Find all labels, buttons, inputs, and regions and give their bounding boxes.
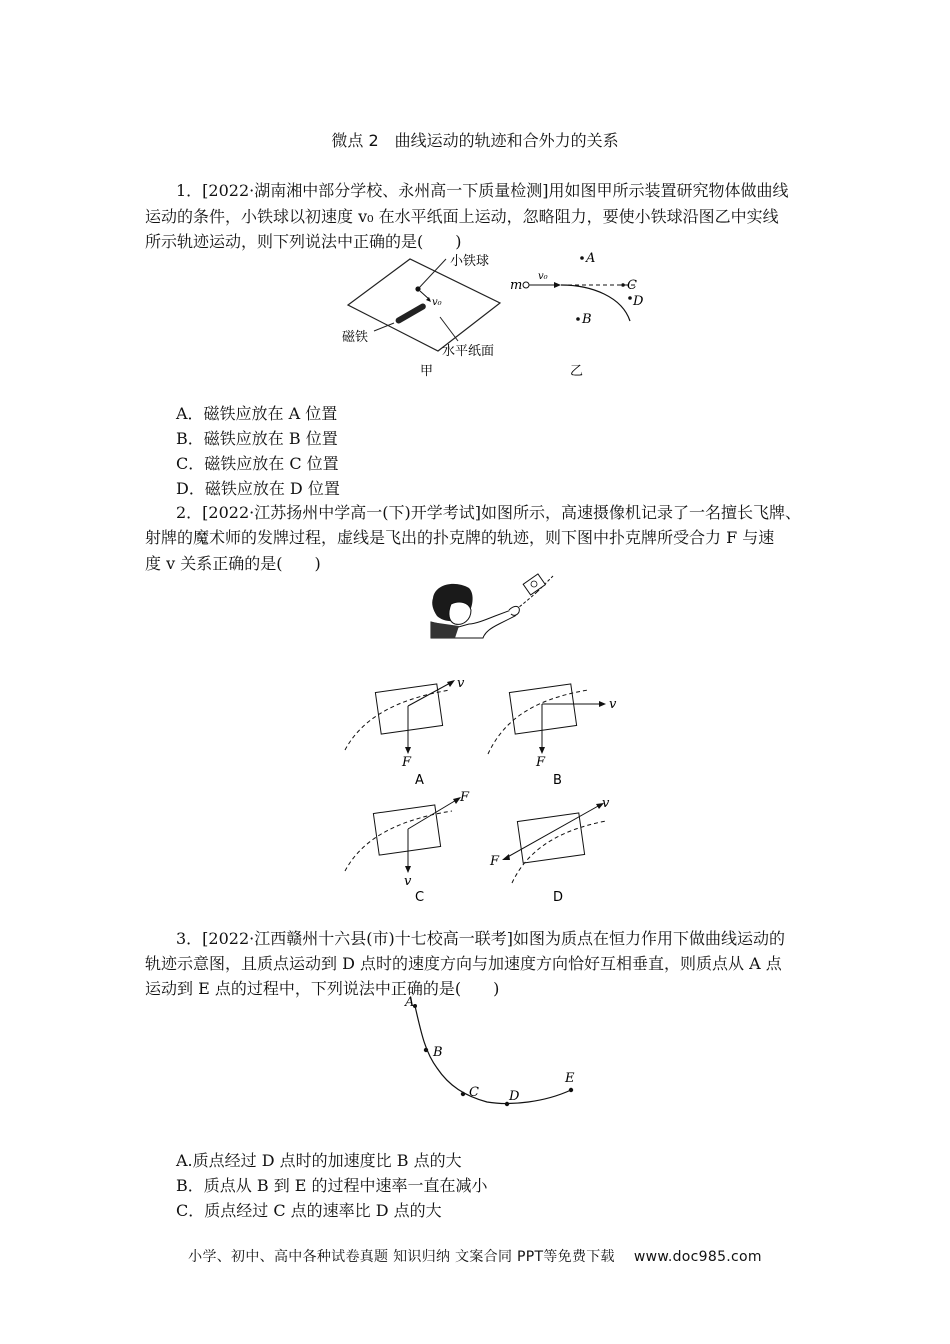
point-a: [580, 256, 584, 260]
card-rect-c: [373, 805, 440, 855]
f-head-a: [405, 747, 411, 754]
q3-point-a-label: A: [405, 995, 415, 1010]
v-label-a: v: [457, 676, 465, 691]
q3-point-b-label: B: [433, 1045, 443, 1060]
mass-point: [523, 282, 529, 288]
caption-d: D: [553, 890, 564, 905]
q3-stem-line-2: 轨迹示意图，且质点运动到 D 点时的速度方向与加速度方向恰好互相垂直，则质点从 A 点: [145, 954, 782, 973]
q3-point-e: [569, 1088, 573, 1092]
point-b-label: B: [582, 312, 592, 327]
q1-option-c: C．磁铁应放在 C 位置: [176, 454, 339, 473]
card-rect-b: [509, 684, 576, 734]
point-a-label: A: [586, 251, 596, 266]
q3-point-b: [424, 1048, 428, 1052]
q2-stem-line-2: 射牌的魔术师的发牌过程，虚线是飞出的扑克牌的轨迹，则下图中扑克牌所受合力 F 与速: [145, 528, 775, 547]
v0-label-jia: v₀: [432, 297, 442, 308]
caption-c: C: [415, 890, 425, 905]
magician-illustration: [425, 570, 560, 640]
caption-jia: 甲: [420, 364, 434, 379]
q1-option-d: D．磁铁应放在 D 位置: [176, 479, 340, 498]
q3-stem-line-3: 运动到 E 点的过程中，下列说法中正确的是( ): [145, 979, 500, 998]
curved-path: [561, 285, 630, 321]
point-d: [628, 296, 632, 300]
v0-arrow-head: [426, 297, 431, 302]
paper-pointer: [440, 317, 458, 341]
q1-option-a: A．磁铁应放在 A 位置: [176, 404, 338, 423]
caption-yi: 乙: [570, 364, 584, 379]
iron-ball-label: 小铁球: [450, 254, 490, 269]
v0-label-yi: v₀: [538, 271, 548, 282]
f-vector-c: [408, 799, 458, 829]
v-head-b: [599, 701, 606, 707]
q3-trajectory-figure: [395, 992, 595, 1112]
mass-label: m: [510, 278, 523, 293]
v-head-c: [405, 866, 411, 873]
magnet-label: 磁铁: [342, 330, 369, 345]
paper-label: 水平纸面: [442, 344, 495, 359]
q2-stem-line-3: 度 v 关系正确的是( ): [145, 554, 321, 573]
trajectory-c: [345, 811, 452, 871]
page-title: 微点 2 曲线运动的轨迹和合外力的关系: [331, 131, 619, 150]
f-head-d: [502, 854, 510, 860]
q3-point-d-label: D: [509, 1089, 520, 1104]
f-label-c: F: [460, 790, 470, 805]
q2-diagram-d: [478, 787, 628, 909]
q1-stem-line-2: 运动的条件，小铁球以初速度 v₀ 在水平纸面上运动，忽略阻力，要使小铁球沿图乙中实线: [145, 207, 779, 226]
card-rect-a: [375, 684, 442, 734]
iron-ball: [415, 286, 420, 291]
point-c: [621, 283, 625, 287]
q3-option-b: B．质点从 B 到 E 的过程中速率一直在减小: [176, 1176, 488, 1195]
q3-option-a: A.质点经过 D 点时的加速度比 B 点的大: [176, 1151, 462, 1170]
v-label-c: v: [404, 874, 412, 889]
v-head-a: [447, 680, 455, 687]
q1-option-b: B．磁铁应放在 B 位置: [176, 429, 338, 448]
point-b: [576, 317, 580, 321]
f-label-d: F: [490, 854, 500, 869]
f-head-b: [539, 747, 545, 754]
v-vector-a: [408, 682, 452, 706]
point-d-label: D: [633, 294, 644, 309]
flying-card: [523, 574, 545, 595]
q3-option-c: C．质点经过 C 点的速率比 D 点的大: [176, 1201, 442, 1220]
q1-figure: [330, 245, 660, 385]
q3-point-e-label: E: [565, 1071, 575, 1086]
q2-diagram-b: [478, 672, 628, 790]
q1-stem-line-3: 所示轨迹运动，则下列说法中正确的是( ): [145, 232, 462, 251]
q1-stem-line-1: 1．[2022·湖南湘中部分学校、永州高一下质量检测]用如图甲所示装置研究物体做曲线: [176, 181, 789, 200]
trajectory-a: [345, 690, 450, 750]
trajectory-d: [512, 821, 606, 883]
point-c-label: C: [627, 278, 637, 293]
q3-stem-line-1: 3．[2022·江西赣州十六县(市)十七校高一联考]如图为质点在恒力作用下做曲线运动的: [176, 929, 785, 948]
card-rect-d: [517, 813, 584, 863]
f-label-b: F: [536, 755, 546, 770]
f-label-a: F: [402, 755, 412, 770]
v-label-b: v: [609, 697, 617, 712]
q2-stem-line-1: 2．[2022·江苏扬州中学高一(下)开学考试]如图所示，高速摄像机记录了一名擅长飞牌、: [176, 503, 801, 522]
caption-a: A: [415, 773, 424, 788]
q3-point-c: [461, 1092, 465, 1096]
v-label-d: v: [602, 796, 610, 811]
magnet: [395, 302, 427, 324]
caption-b: B: [553, 773, 562, 788]
q2-diagram-a: [340, 672, 490, 790]
magician-face: [449, 602, 471, 624]
page-footer: 小学、初中、高中各种试卷真题 知识归纳 文案合同 PPT等免费下载 www.doc985.com: [188, 1249, 762, 1265]
v0-arrow-head-yi: [554, 282, 561, 288]
q2-diagram-c: [340, 787, 490, 909]
q3-point-c-label: C: [469, 1085, 479, 1100]
